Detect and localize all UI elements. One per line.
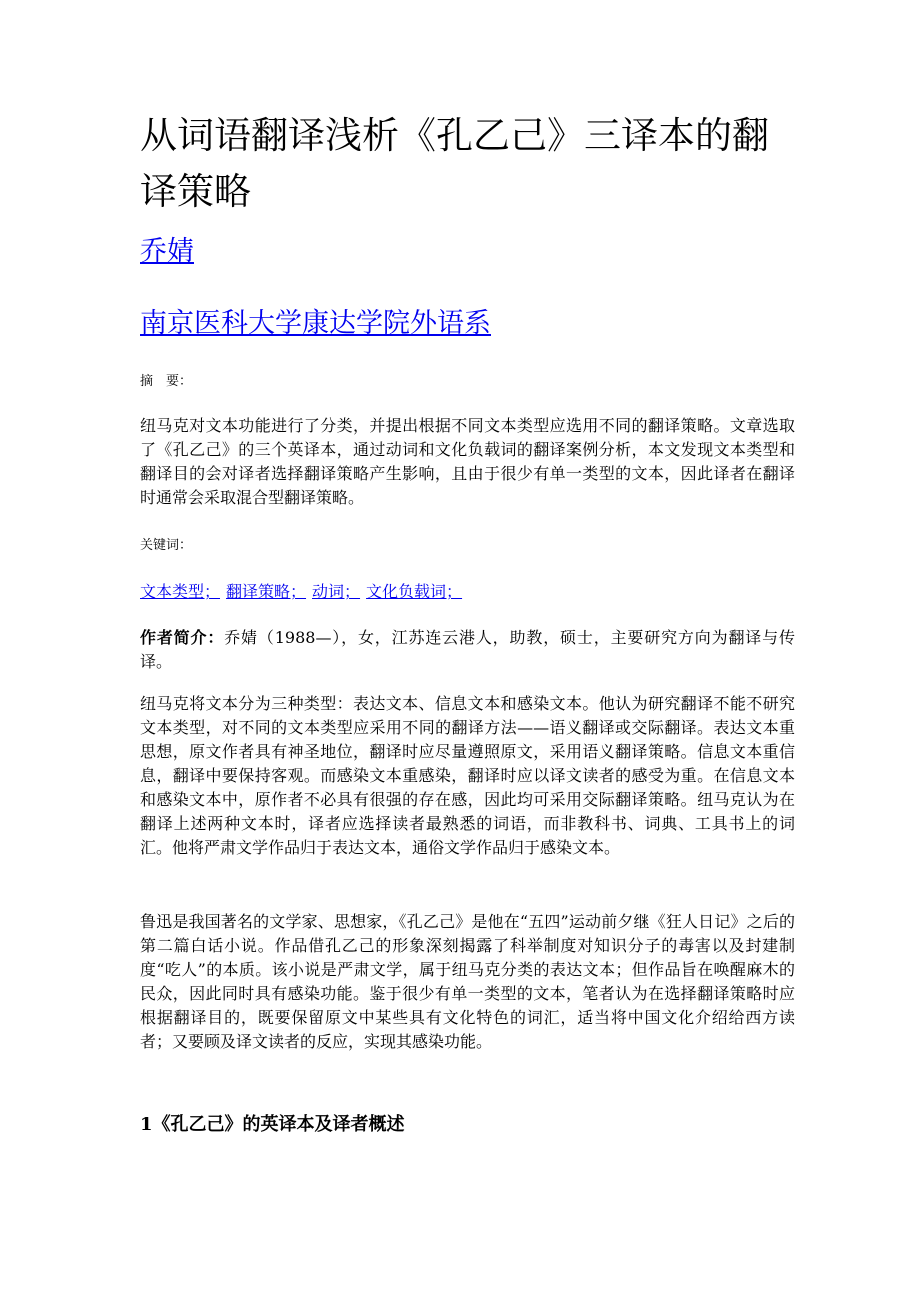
abstract-text: 纽马克对文本功能进行了分类，并提出根据不同文本类型应选用不同的翻译策略。文章选取了《孔乙己》的三个英译本，通过动词和文化负载词的翻译案例分析，本文发现文本类型和翻译目的会对译者选择翻译策略产生影响，且由于很少有单一类型的文本，因此译者在翻译时通常会采取混合型翻译策略。 <box>140 416 795 507</box>
author-intro-label: 作者简介： <box>140 628 225 647</box>
paper-title: 从词语翻译浅析《孔乙己》三译本的翻译策略 <box>140 114 769 213</box>
keyword-link-text-type[interactable]: 文本类型； <box>140 582 221 601</box>
body-paragraph-1: 纽马克将文本分为三种类型：表达文本、信息文本和感染文本。他认为研究翻译不能不研究文本类型，对不同的文本类型应采用不同的翻译方法——语义翻译或交际翻译。表达文本重思想，原文作者具有神圣地位，翻译时应尽量遵照原文，采用语义翻译策略。信息文本重信息，翻译中要保持客观。而感染文本重感染，翻译时应以译文读者的感受为重。在信息文本和感染文本中，原作者不必具有很强的存在感，因此均可采用交际翻译策略。纽马克认为在翻译上述两种文本时，译者应选择读者最熟悉的词语，而非教科书、词典、工具书上的词汇。他将严肃文学作品归于表达文本，通俗文学作品归于感染文本。 <box>140 694 795 857</box>
author-intro-text: 乔婧（1988—），女，江苏连云港人，助教，硕士，主要研究方向为翻译与传译。 <box>140 628 795 671</box>
section-heading: 1《孔乙己》的英译本及译者概述 <box>140 1114 405 1135</box>
author-intro <box>140 626 795 674</box>
author-link[interactable]: 乔婧 <box>140 236 194 267</box>
keywords-list <box>140 580 468 604</box>
body-paragraph-2: 鲁迅是我国著名的文学家、思想家，《孔乙己》是他在“五四”运动前夕继《狂人日记》之后的第二篇白话小说。作品借孔乙己的形象深刻揭露了科举制度对知识分子的毒害以及封建制度“吃人”的本质。该小说是严肃文学，属于纽马克分类的表达文本；但作品旨在唤醒麻木的民众，因此同时具有感染功能。鉴于很少有单一类型的文本，笔者认为在选择翻译策略时应根据翻译目的，既要保留原文中某些具有文化特色的词汇，适当将中国文化介绍给西方读者；又要顾及译文读者的反应，实现其感染功能。 <box>140 912 795 1051</box>
affiliation-link[interactable]: 南京医科大学康达学院外语系 <box>140 308 491 339</box>
keyword-link-translation-strategy[interactable]: 翻译策略； <box>226 582 307 601</box>
keyword-link-culture-loaded-word[interactable]: 文化负载词； <box>366 582 463 601</box>
keyword-link-verb[interactable]: 动词； <box>312 582 361 601</box>
abstract-label: 摘 要： <box>140 374 193 389</box>
keywords-label: 关键词： <box>140 538 193 553</box>
